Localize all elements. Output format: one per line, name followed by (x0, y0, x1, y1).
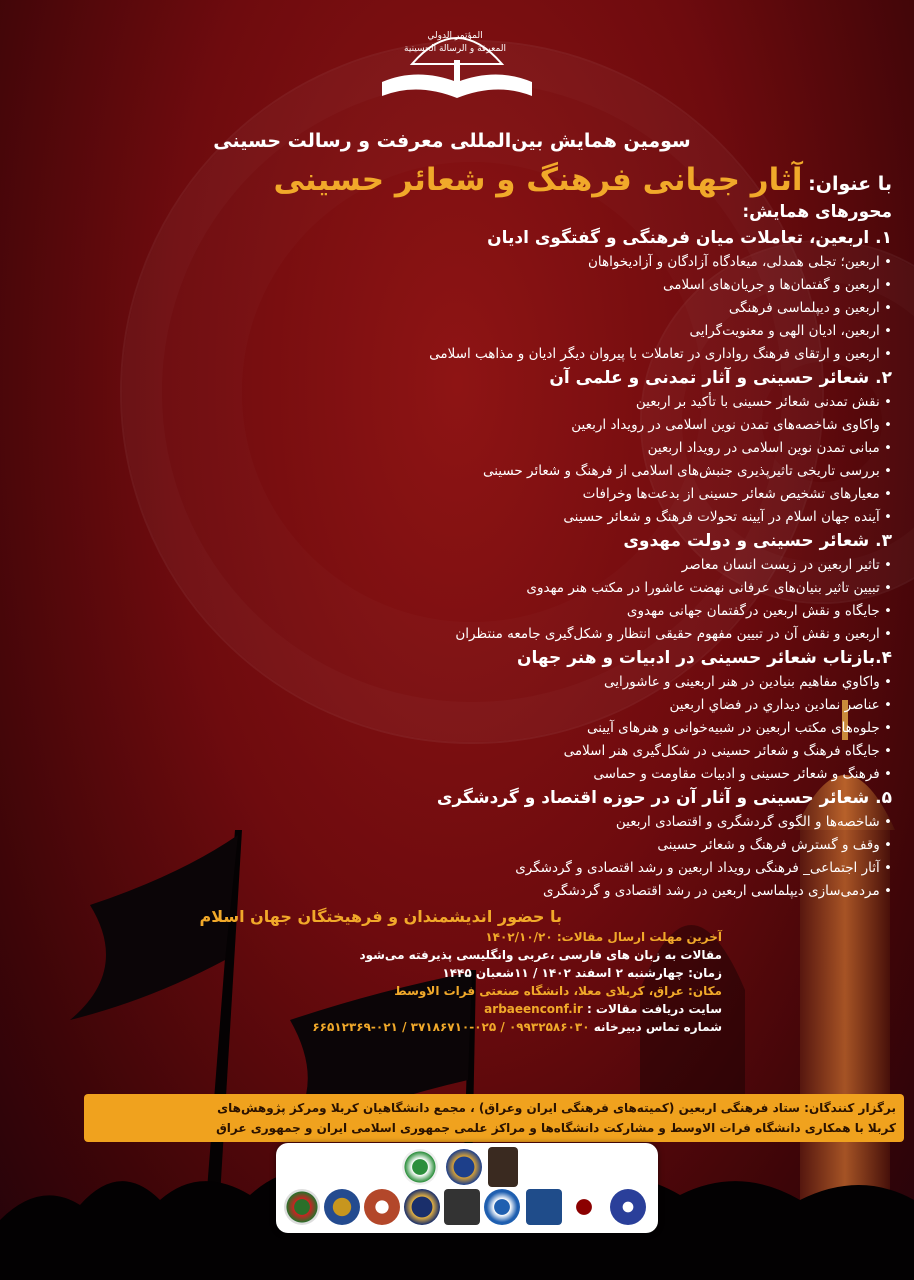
section (12, 786, 892, 903)
partner-logos (276, 1143, 658, 1233)
list-item: • آینده جهان اسلام در آیینه تحولات فرهنگ و شعائر حسینی (12, 506, 892, 529)
list-item: • فرهنگ و شعائر حسینی و ادبیات مقاومت و حماسی (12, 763, 892, 786)
mosque-logo (526, 1189, 562, 1225)
seal-logo (284, 1189, 320, 1225)
seal-logo (324, 1189, 360, 1225)
axes-title: محورهای همایش: (742, 202, 892, 222)
languages: مقالات به زبان های فارسی ،عربی وانگلیسی پذیرفته می‌شود (359, 948, 722, 962)
organizers-label: برگزار کنندگان: (804, 1101, 896, 1115)
calligraphy-logo (444, 1189, 480, 1225)
list-item: • تبیین تاثیر بنیان‌های عرفانی نهضت عاشورا در مکتب هنر مهدوی (12, 577, 892, 600)
organizers-line: کربلا با همکاری دانشگاه فرات الاوسط و مشارکت دانشگاه‌ها و مراکز علمی جمهوری اسلامی ایران و جمهوری عراق (216, 1121, 896, 1135)
list-item: • بررسی تاریخی تاثیرپذیری جنبش‌های اسلامی از فرهنگ و شعائر حسینی (12, 460, 892, 483)
event-info (12, 928, 892, 1036)
phone (12, 1018, 722, 1036)
seal-logo (446, 1149, 482, 1185)
list-item: • نقش تمدنی شعائر حسینی با تأکید بر اربعین (12, 391, 892, 414)
list-item: • معیارهای تشخیص شعائر حسینی از بدعت‌ها وخرافات (12, 483, 892, 506)
topic-label: با عنوان: (808, 173, 892, 195)
logo-text (390, 30, 520, 56)
list-item: • مردمی‌سازی دیپلماسی اربعین در رشد اقتصادی و گردشگری (12, 880, 892, 903)
deadline-label: آخرین مهلت ارسال مقالات: (556, 930, 722, 944)
list-item: • اربعین؛ تجلی همدلی، میعادگاه آزادگان و آزادیخواهان (12, 251, 892, 274)
section (12, 226, 892, 366)
star-logo (484, 1189, 520, 1225)
list-item: • جایگاه فرهنگ و شعائر حسینی در شکل‌گیری هنر اسلامی (12, 740, 892, 763)
topic-value: آثار جهانی فرهنگ و شعائر حسینی (273, 162, 803, 198)
list-item: • تاثیر اربعین در زیست انسان معاصر (12, 554, 892, 577)
list-item: • جایگاه و نقش اربعین درگفتمان جهانی مهدوی (12, 600, 892, 623)
section-title: ۱. اربعین، تعاملات میان فرهنگی و گفتگوی ادیان (487, 228, 892, 248)
organizers-box (84, 1094, 904, 1142)
logo-line: المؤتمر الدولي (427, 31, 483, 41)
deadline (12, 928, 722, 946)
list-item: • آثار اجتماعی_ فرهنگی رویداد اربعین و رشد اقتصادی و گردشگری (12, 857, 892, 880)
list-item: • اربعین و گفتمان‌ها و جریان‌های اسلامی (12, 274, 892, 297)
website (12, 1000, 722, 1018)
list-item: • شاخصه‌ها و الگوی گردشگری و اقتصادی اربعین (12, 811, 892, 834)
list-item: • اربعین و دیپلماسی فرهنگی (12, 297, 892, 320)
website-label: سایت دریافت مقالات : (586, 1002, 722, 1016)
list-item: • واکاوي مفاهیم بنیادین در هنر اربعینی و عاشورایی (12, 671, 892, 694)
event-time: زمان: چهارشنبه ۲ اسفند ۱۴۰۲ / ۱۱شعبان ۱۴۴۵ (442, 966, 722, 980)
phone-label: شماره تماس دبیرخانه (593, 1020, 722, 1034)
seal-logo (364, 1189, 400, 1225)
phone-numbers: ۰۹۹۳۲۵۸۶۰۳۰ / ۰۲۵-۳۷۱۸۶۷۱۰ / ۰۲۱-۶۶۵۱۲۳۶۹ (312, 1020, 590, 1034)
list-item: • واکاوی شاخصه‌های تمدن نوین اسلامی در رویداد اربعین (12, 414, 892, 437)
event-place: مکان: عراق، کربلای معلا، دانشگاه صنعتی فرات الاوسط (394, 984, 722, 998)
arbaeen-logo (488, 1147, 518, 1187)
deadline-value: ۱۴۰۲/۱۰/۲۰ (485, 930, 553, 944)
list-item: • اربعین و ارتقای فرهنگ روادارى در تعاملات با پیروان دیگر ادیان و مذاهب اسلامی (12, 343, 892, 366)
section (12, 646, 892, 786)
section (12, 366, 892, 529)
section-title: ۳. شعائر حسینی و دولت مهدوی (623, 531, 892, 551)
seal-logo (404, 1189, 440, 1225)
book-logo (372, 12, 542, 104)
list-item: • عناصر نمادین دیداري در فضاي اربعین (12, 694, 892, 717)
list-item: • اربعین و نقش آن در تبیین مفهوم حقیقی انتظار و شکل‌گیری جامعه منتظران (12, 623, 892, 646)
globe-logo (610, 1189, 646, 1225)
list-item: • وقف و گسترش فرهنگ و شعائر حسینی (12, 834, 892, 857)
website-link[interactable]: arbaeenconf.ir (484, 1002, 583, 1016)
list-item: • مبانی تمدن نوین اسلامی در رویداد اربعین (12, 437, 892, 460)
list-item: • جلوه‌های مکتب اربعین در شبیه‌خوانی و هنرهای آیینی (12, 717, 892, 740)
organizers-text: ستاد فرهنگی اربعین (کمیته‌های فرهنگی ایران وعراق) ، مجمع دانشگاهیان کربلا ومرکز پژوهش‌های (217, 1101, 800, 1115)
organizers-line (92, 1098, 896, 1118)
section-title: ۲. شعائر حسینی و آثار تمدنی و علمی آن (549, 368, 892, 388)
logo-line: المعرفة و الرسالة الحسينية (404, 44, 506, 54)
conference-title: سومین همایش بین‌المللی معرفت و رسالت حسینی (213, 130, 691, 152)
poster-content (12, 120, 892, 1036)
emblem-logo (566, 1189, 602, 1225)
topic (12, 162, 892, 198)
section (12, 529, 892, 646)
iraq-university-logo (402, 1149, 438, 1185)
section-title: ۵. شعائر حسینی و آثار آن در حوزه اقتصاد و گردشگری (436, 788, 892, 808)
presence-note: با حضور اندیشمندان و فرهیختگان جهان اسلام (199, 907, 562, 926)
section-title: ۴.بازتاب شعائر حسینی در ادبیات و هنر جهان (516, 648, 892, 668)
list-item: • اربعین، ادیان الهی و معنویت‌گرایی (12, 320, 892, 343)
